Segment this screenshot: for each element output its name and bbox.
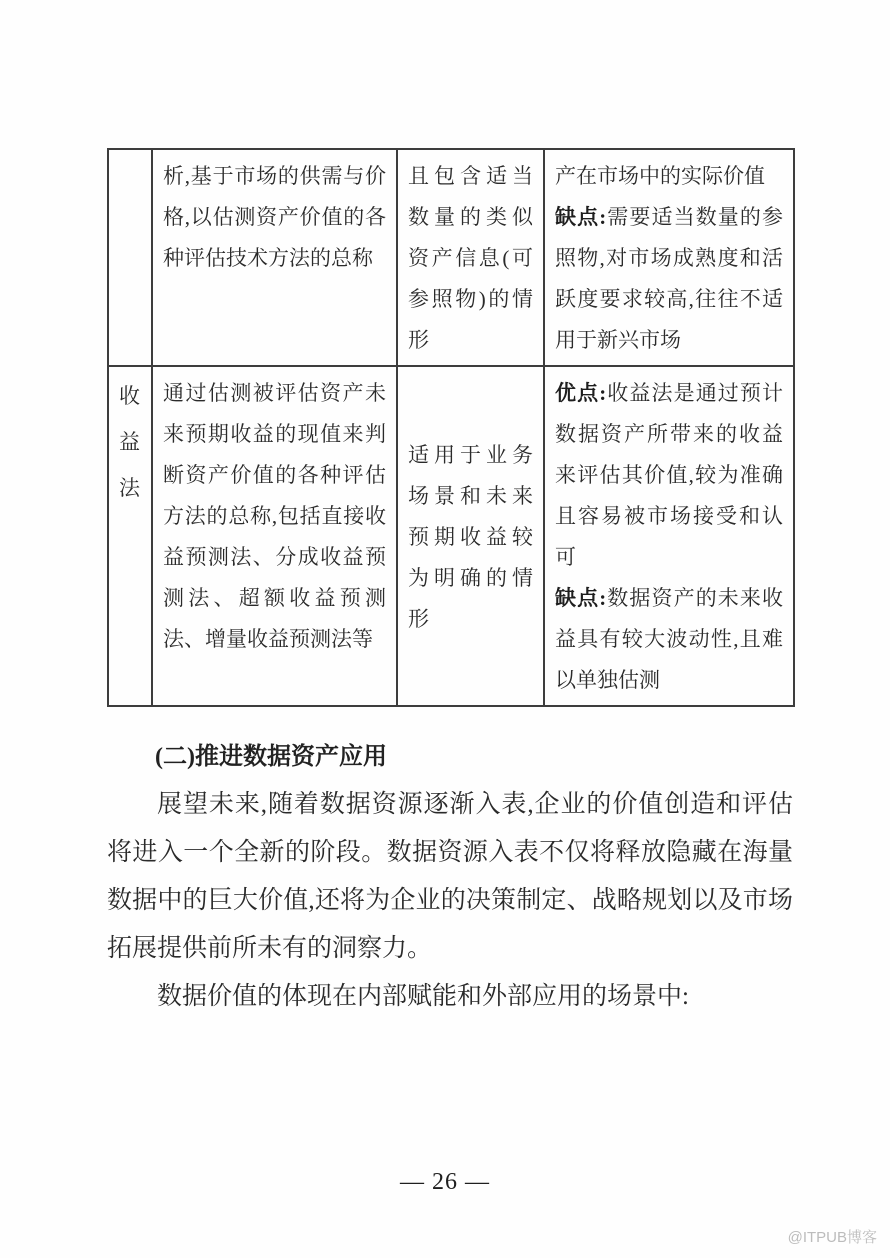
pros-cons-segment — [555, 156, 783, 197]
method-definition-cell — [152, 149, 397, 366]
method-definition-cell — [152, 366, 397, 706]
page-content — [107, 148, 793, 1021]
method-definition: 通过估测被评估资产未来预期收益的现值来判断资产价值的各种评估方法的总称,包括直接收益预测法、分成收益预测法、超额收益预测法、增量收益预测法等 — [163, 381, 386, 651]
segment-label: 优点: — [555, 381, 607, 405]
body-paragraph: 数据价值的体现在内部赋能和外部应用的场景中: — [157, 983, 689, 1010]
page-number: — 26 — — [400, 1169, 490, 1195]
segment-text: 数据资产的未来收益具有较大波动性,且难以单独估测 — [555, 586, 784, 692]
applicability-text: 适用于业务场景和未来预期收益较为明确的情形 — [408, 442, 533, 631]
valuation-methods-table — [107, 148, 795, 707]
segment-text: 产在市场中的实际价值 — [555, 164, 765, 188]
watermark: @ITPUB博客 — [787, 1229, 877, 1246]
section-heading: (二)推进数据资产应用 — [155, 744, 387, 770]
segment-label: 缺点: — [555, 586, 607, 610]
segment-text: 收益法是通过预计数据资产所带来的收益来评估其价值,较为准确且容易被市场接受和认可 — [555, 381, 784, 569]
method-name-cell — [108, 149, 152, 366]
pros-cons-segment — [555, 197, 783, 361]
body-paragraph: 展望未来,随着数据资源逐渐入表,企业的价值创造和评估将进入一个全新的阶段。数据资源入表不仅将释放隐藏在海量数据中的巨大价值,还将为企业的决策制定、战略规划以及市场拓展提供前所未有的洞察力。 — [107, 791, 793, 962]
method-name-cell — [108, 366, 152, 706]
segment-label: 缺点: — [555, 205, 607, 229]
applicability-text: 且包含适当数量的类似资产信息(可参照物)的情形 — [408, 164, 533, 352]
method-name: 收益法 — [119, 384, 140, 500]
table-row — [108, 149, 794, 366]
applicability-cell — [397, 366, 544, 706]
applicability-cell — [397, 149, 544, 366]
table-row — [108, 366, 794, 706]
pros-cons-segment — [555, 373, 783, 578]
pros-cons-cell — [544, 366, 794, 706]
method-definition: 析,基于市场的供需与价格,以估测资产价值的各种评估技术方法的总称 — [163, 164, 386, 270]
segment-text: 需要适当数量的参照物,对市场成熟度和活跃度要求较高,往往不适用于新兴市场 — [555, 205, 784, 352]
pros-cons-segment — [555, 578, 783, 701]
pros-cons-cell — [544, 149, 794, 366]
